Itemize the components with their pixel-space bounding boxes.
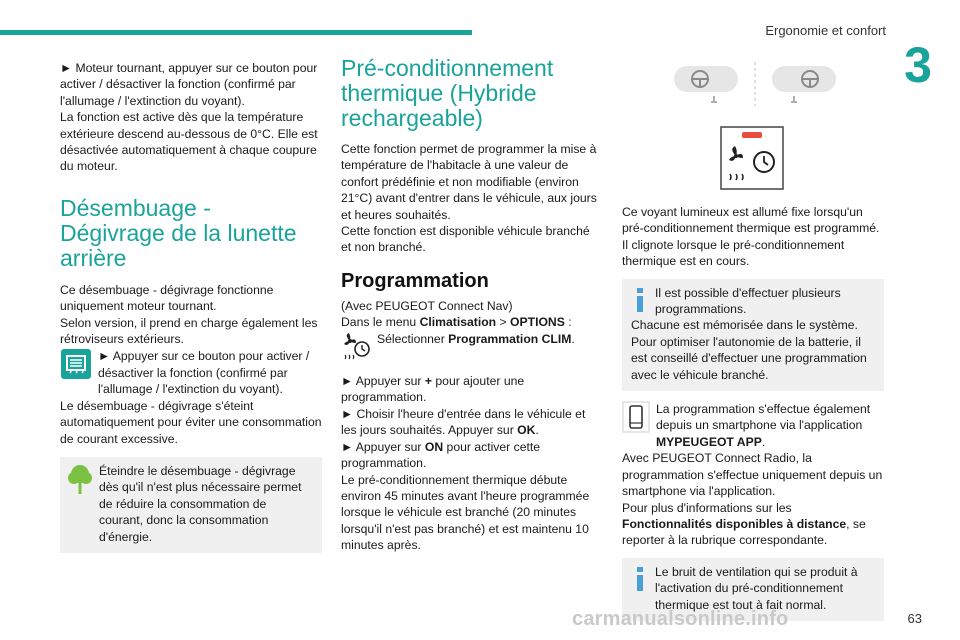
info-text: Le bruit de ventilation qui se produit à l'activation du pré-conditionnement thermique est tout à fait normal.: [655, 564, 858, 612]
fan-clock-icon: [341, 331, 371, 367]
menu-name: Programmation CLIM: [448, 331, 572, 346]
eco-leaf-icon: [68, 464, 92, 496]
column-right: [622, 60, 884, 621]
step: [341, 439, 603, 472]
rear-defrost-icon: [60, 348, 92, 384]
paragraph: ► Appuyer sur ce bouton pour activer / désactiver la fonction (confirmé par l'allumage / l'extinction du voyant).: [98, 349, 310, 397]
text: Sélectionner: [377, 331, 449, 346]
page-number: 63: [907, 611, 922, 626]
text: Pour plus d'informations sur les: [622, 500, 792, 515]
paragraph: Il clignote lorsque le pré-conditionnement thermique est en cours.: [622, 237, 845, 269]
feature-name: Fonctionnalités disponibles à distance: [622, 516, 847, 531]
smartphone-icon: [622, 401, 650, 437]
paragraph: Cette fonction est disponible véhicule branché et non branché.: [341, 224, 590, 255]
subheading: Programmation: [341, 269, 489, 292]
key: +: [424, 374, 432, 389]
paragraph: Avec PEUGEOT Connect Radio, la programmation s'effectue uniquement depuis un smartphone via l'application.: [622, 451, 883, 499]
paragraph: ► Moteur tournant, appuyer sur ce bouton pour activer / désactiver la fonction (confirmé par l'allumage / l'extinction du voyant).: [60, 61, 318, 108]
header-accent-bar: [0, 30, 472, 35]
preconditioning-indicator-icon: [720, 126, 784, 190]
column-left: [60, 60, 322, 553]
step: [341, 406, 603, 439]
paragraph: Cette fonction permet de programmer la mise à température de l'habitacle à une valeur de confort prédéfinie et non modifiable (environ 21°C) avant d'entrer dans le véhicule, aux jours et heures souhaités.: [341, 142, 597, 222]
paragraph: [622, 401, 884, 450]
text: .: [535, 423, 539, 438]
text: ► Appuyer sur: [341, 439, 425, 454]
menu-name: Climatisation: [419, 315, 497, 330]
key: OK: [517, 423, 536, 438]
eco-note-text: Éteindre le désembuage - dégivrage dès qu'il n'est plus nécessaire permet de réduire la consommation de courant, donc la consommation d'énergie.: [99, 463, 302, 544]
text: >: [496, 315, 511, 330]
text: pour ajouter une programmation.: [341, 374, 525, 405]
paragraph: [622, 500, 884, 549]
info-icon: [631, 567, 653, 593]
text: Dans le menu: [341, 315, 420, 330]
menu-name: OPTIONS: [510, 315, 565, 330]
text: pour activer cette programmation.: [341, 439, 541, 471]
paragraph: Ce désembuage - dégivrage fonctionne uniquement moteur tournant.: [60, 282, 274, 314]
dashboard-illustration: [670, 60, 884, 110]
section-heading: Désembuage - Dégivrage de la lunette arrière: [60, 194, 297, 271]
key: ON: [424, 439, 444, 454]
paragraph: [341, 331, 603, 347]
text: ► Choisir l'heure d'entrée dans le véhicule et les jours souhaités. Appuyer sur: [341, 406, 586, 438]
chapter-number: 3: [904, 37, 932, 93]
paragraph: Selon version, il prend en charge également les rétroviseurs extérieurs.: [60, 315, 318, 347]
paragraph: (Avec PEUGEOT Connect Nav): [341, 298, 513, 313]
info-text: Pour optimiser l'autonomie de la batterie, il est conseillé d'effectuer une programmation avec le véhicule branché.: [631, 334, 867, 382]
section-heading: Pré-conditionnement thermique (Hybride rechargeable): [341, 55, 554, 131]
info-text: Il est possible d'effectuer plusieurs programmations.: [655, 285, 841, 317]
text: , se reporter à la rubrique correspondante.: [622, 516, 866, 548]
text: La programmation s'effectue également depuis un smartphone via l'application: [656, 402, 871, 433]
eco-note-box: [60, 457, 322, 553]
rear-defrost-instruction: [60, 348, 322, 397]
app-name: MYPEUGEOT APP: [656, 434, 762, 449]
text: ► Appuyer sur: [341, 374, 425, 389]
paragraph: Ce voyant lumineux est allumé fixe lorsqu'un pré-conditionnement thermique est programmé.: [622, 205, 880, 236]
smartphone-note: [622, 401, 884, 450]
section-title: Ergonomie et confort: [765, 23, 886, 38]
text: .: [761, 434, 766, 449]
step: [341, 373, 603, 406]
paragraph: Le pré-conditionnement thermique débute environ 45 minutes avant l'heure programmée lorsque le véhicule est branché (20 minutes lorsqu'il n'est pas branché) et est maintenu 10 minutes après.: [341, 472, 590, 553]
watermark: carmanualsonline.info: [572, 608, 789, 630]
select-instruction: [341, 331, 603, 367]
paragraph: La fonction est active dès que la température extérieure descend au-dessous de 0°C. Elle est désactivée automatiquement à chaque coupure du moteur.: [60, 110, 318, 174]
info-icon: [631, 288, 653, 314]
text: .: [571, 331, 575, 346]
info-text: Chacune est mémorisée dans le système.: [631, 318, 858, 333]
info-box: [622, 279, 884, 391]
menu-path: [341, 314, 603, 330]
column-middle: [341, 56, 603, 554]
text: :: [564, 315, 572, 330]
paragraph: Le désembuage - dégivrage s'éteint automatiquement pour éviter une consommation de courant excessive.: [60, 398, 322, 446]
